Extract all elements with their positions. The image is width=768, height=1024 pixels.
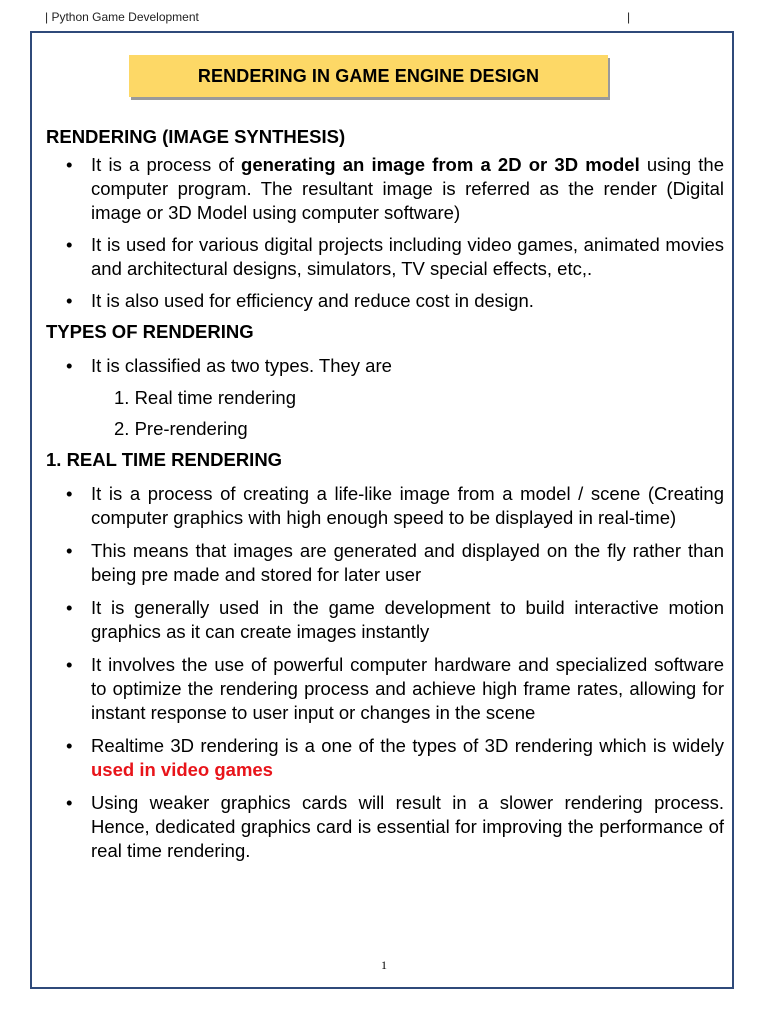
running-header (45, 10, 631, 24)
list-item (46, 233, 724, 281)
bullet-text: It is also used for efficiency and reduce cost in design. (91, 290, 534, 311)
bullet-text: This means that images are generated and displayed on the fly rather than being pre made and stored for later user (91, 540, 724, 585)
list-item (46, 653, 724, 725)
bullet-text: using the computer program. The resultant image is referred as the render (Digital image or 3D Model using computer software) (91, 154, 724, 223)
list-item (46, 153, 724, 225)
bullet-bold-text: generating an image from a 2D or 3D model (241, 154, 640, 175)
rendering-bullet-list (46, 153, 724, 313)
document-title: RENDERING IN GAME ENGINE DESIGN (197, 65, 540, 86)
list-item (46, 354, 724, 378)
bullet-text: It is a process of (91, 154, 242, 175)
list-item (46, 596, 724, 644)
document-title-box (129, 55, 608, 97)
list-item (46, 482, 724, 530)
bullet-text: It is classified as two types. They are (91, 355, 392, 376)
types-bullet-list (46, 354, 724, 378)
section-heading-types: TYPES OF RENDERING (46, 321, 254, 342)
real-time-bullet-list (46, 482, 724, 863)
list-item (46, 539, 724, 587)
section-heading-rendering: RENDERING (IMAGE SYNTHESIS) (46, 126, 346, 147)
running-header-left: | Python Game Development (45, 10, 199, 24)
bullet-text: It involves the use of powerful computer hardware and specialized software to optimize the rendering process and achieve high frame rates, allowing for instant response to user input or changes in the scene (91, 654, 724, 723)
running-header-right: | (627, 10, 631, 24)
bullet-text: It is a process of creating a life-like image from a model / scene (Creating computer graphics with high enough speed to be displayed in real-time) (91, 483, 724, 528)
list-item (46, 734, 724, 782)
list-item (46, 791, 724, 863)
document-body (46, 125, 724, 863)
section-heading-real-time: 1. REAL TIME RENDERING (46, 449, 283, 470)
types-numbered-list (46, 386, 724, 441)
page-number: 1 (381, 958, 387, 972)
bullet-text: It is generally used in the game development to build interactive motion graphics as it can create images instantly (91, 597, 724, 642)
list-item: 2. Pre-rendering (114, 418, 248, 439)
list-item: 1. Real time rendering (114, 387, 297, 408)
bullet-text: Realtime 3D rendering is a one of the types of 3D rendering which is widely (91, 735, 724, 756)
bullet-text: Using weaker graphics cards will result in a slower rendering process. Hence, dedicated graphics card is essential for improving the performance of real time rendering. (91, 792, 724, 861)
highlight-text: used in video games (91, 759, 273, 780)
bullet-text: It is used for various digital projects including video games, animated movies and architectural designs, simulators, TV special effects, etc,. (91, 234, 724, 279)
list-item (46, 289, 724, 313)
